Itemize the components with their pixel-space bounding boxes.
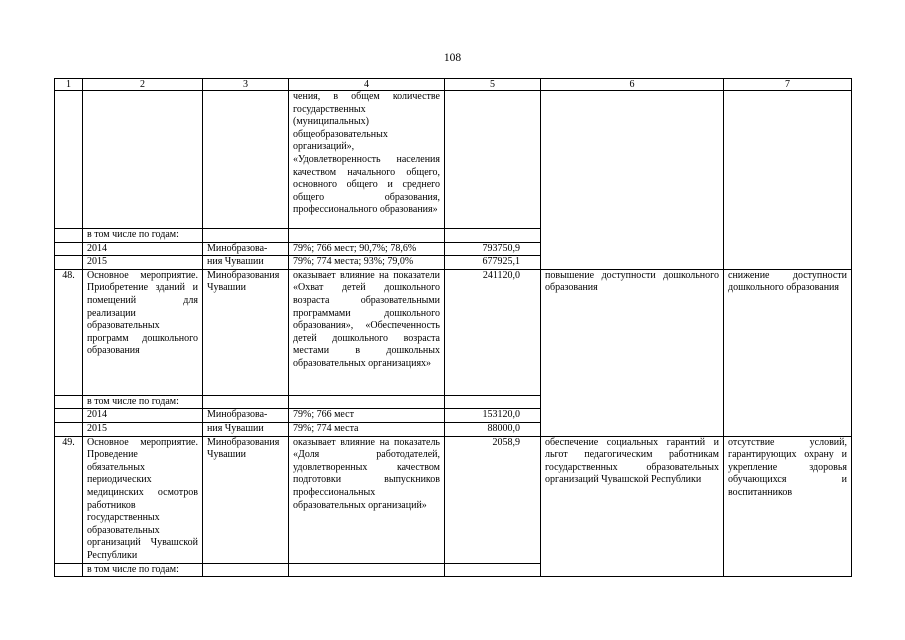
amount-cell: 793750,9 xyxy=(445,242,541,256)
column-number: 4 xyxy=(289,79,445,91)
year-cell: 2014 xyxy=(83,409,203,423)
indicator-cell: чения, в общем количестве государственных (муниципальных) общеобразовательных организаций», «Удовлетворенность населения качеством начального общего, основного общего и среднего общего образования, профессионального образования» xyxy=(289,91,445,229)
indicator-cell: оказывает влияние на показатель «Доля работодателей, удовлетворенных качеством подготовки выпускников профессиональных образовательных организаций» xyxy=(289,436,445,563)
table-row xyxy=(55,91,852,229)
activity-name: Основное мероприятие. Приобретение зданий и помещений для реализации образовательных программ дошкольного образования xyxy=(83,269,203,395)
column-number: 1 xyxy=(55,79,83,91)
value-cell: 79%; 766 мест xyxy=(289,409,445,423)
row-number: 48. xyxy=(55,269,83,395)
executor-cell: Минобразования Чувашии xyxy=(203,436,289,563)
table-row xyxy=(55,436,852,563)
value-cell: 79%; 766 мест; 90,7%; 78,6% xyxy=(289,242,445,256)
amount-cell: 241120,0 xyxy=(445,269,541,395)
value-cell: 79%; 774 места xyxy=(289,422,445,436)
column-number: 3 xyxy=(203,79,289,91)
executor-cell: ния Чувашии xyxy=(203,422,289,436)
amount-cell: 2058,9 xyxy=(445,436,541,563)
amount-cell: 677925,1 xyxy=(445,256,541,270)
amount-cell: 153120,0 xyxy=(445,409,541,423)
result-cell: обеспечение социальных гарантий и льгот педагогическим работникам государственных образовательных организаций Чувашской Республики xyxy=(541,436,724,577)
years-label: в том числе по годам: xyxy=(83,395,203,409)
years-label: в том числе по годам: xyxy=(83,229,203,243)
consequence-cell: снижение доступности дошкольного образования xyxy=(724,269,852,436)
result-cell: повышение доступности дошкольного образования xyxy=(541,269,724,436)
column-number: 2 xyxy=(83,79,203,91)
value-cell: 79%; 774 места; 93%; 79,0% xyxy=(289,256,445,270)
executor-cell: ния Чувашии xyxy=(203,256,289,270)
column-number: 5 xyxy=(445,79,541,91)
years-label: в том числе по годам: xyxy=(83,563,203,577)
page-number: 108 xyxy=(443,52,462,64)
column-numbers-row xyxy=(55,79,852,91)
executor-cell: Минобразова- xyxy=(203,242,289,256)
program-table xyxy=(54,78,852,577)
year-cell: 2014 xyxy=(83,242,203,256)
amount-cell: 88000,0 xyxy=(445,422,541,436)
column-number: 7 xyxy=(724,79,852,91)
row-number: 49. xyxy=(55,436,83,563)
indicator-cell: оказывает влияние на показатели «Охват детей дошкольного возраста образовательными программами дошкольного образования», «Обеспеченность детей дошкольного возраста местами в дошкольных образовательных организациях» xyxy=(289,269,445,395)
executor-cell: Минобразова- xyxy=(203,409,289,423)
consequence-cell: отсутствие условий, гарантирующих охрану и укрепление здоровья обучающихся и воспитанников xyxy=(724,436,852,577)
year-cell: 2015 xyxy=(83,256,203,270)
table-row xyxy=(55,269,852,395)
column-number: 6 xyxy=(541,79,724,91)
year-cell: 2015 xyxy=(83,422,203,436)
activity-name: Основное мероприятие. Проведение обязательных периодических медицинских осмотров работников государственных образовательных организаций Чувашской Республики xyxy=(83,436,203,563)
executor-cell: Минобразования Чувашии xyxy=(203,269,289,395)
